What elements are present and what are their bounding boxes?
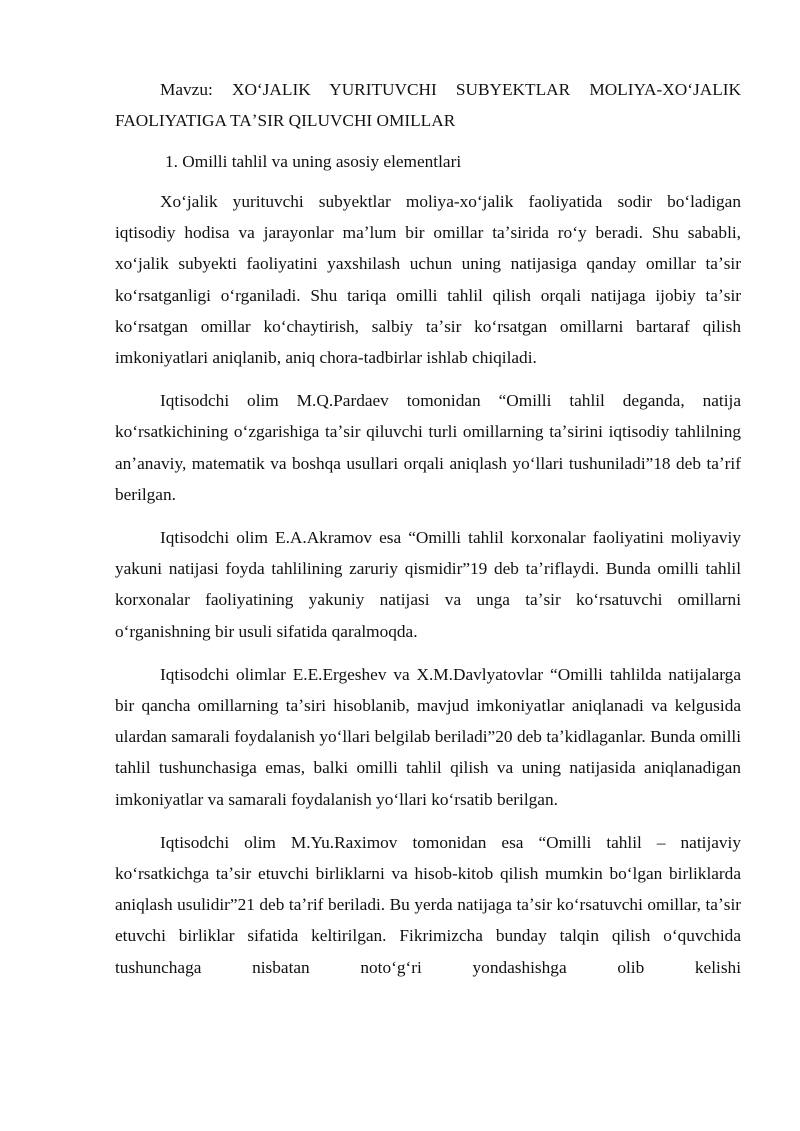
- document-body: [115, 74, 741, 983]
- section-heading: 1. Omilli tahlil va uning asosiy elementlari: [165, 152, 462, 171]
- document-title: Mavzu: XOʻJALIK YURITUVCHI SUBYEKTLAR MOLIYA-XOʻJALIK FAOLIYATIGA TAʼSIR QILUVCHI OMILLAR: [115, 80, 741, 130]
- paragraph-2: Iqtisodchi olim M.Q.Pardaev tomonidan “Omilli tahlil deganda, natija koʻrsatkichining oʻzgarishiga taʼsir qiluvchi turli omillarning taʼsirini iqtisodiy tahlilning anʼanaviy, matematik va boshqa usullari orqali aniqlash yoʻllari tushuniladi”18 deb taʼrif berilgan.: [115, 391, 741, 504]
- paragraph-5: Iqtisodchi olim M.Yu.Raximov tomonidan esa “Omilli tahlil – natijaviy koʻrsatkichga taʼsir etuvchi birliklarni va hisob-kitob qilish mumkin boʻlgan birliklarda aniqlash usulidir”21 deb taʼrif beriladi. Bu yerda natijaga taʼsir koʻrsatuvchi omillar, taʼsir etuvchi birliklar sifatida keltirilgan. Fikrimizcha bunday talqin qilish oʻquvchida tushunchaga nisbatan notoʻgʻri yondashishga olib kelishi: [115, 832, 741, 977]
- paragraph-3: Iqtisodchi olim E.A.Akramov esa “Omilli tahlil korxonalar faoliyatini moliyaviy yakuni natijasi foyda tahlilining zaruriy qismidir”19 deb taʼriflaydi. Bunda omilli tahlil korxonalar faoliyatining yakuniy natijasi va unga taʼsir koʻrsatuvchi omillarni oʻrganishning bir usuli sifatida qaralmoqda.: [115, 528, 741, 641]
- paragraph-1: Xoʻjalik yurituvchi subyektlar moliya-xoʻjalik faoliyatida sodir boʻladigan iqtisodiy hodisa va jarayonlar maʼlum bir omillar taʼsirida roʻy beradi. Shu sababli, xoʻjalik subyekti faoliyatini yaxshilash uchun uning natijasiga qanday omillar taʼsir koʻrsatganligi oʻrganiladi. Shu tariqa omilli tahlil qilish orqali natijaga ijobiy taʼsir koʻrsatgan omillar koʻchaytirish, salbiy taʼsir koʻrsatgan omillarni bartaraf qilish imkoniyatlari aniqlanib, aniq chora-tadbirlar ishlab chiqiladi.: [115, 192, 741, 368]
- paragraph-4: Iqtisodchi olimlar E.E.Ergeshev va X.M.Davlyatovlar “Omilli tahlilda natijalarga bir qancha omillarning taʼsiri hisoblanib, mavjud imkoniyatlar aniqlanadi va kelgusida ulardan samarali foydalanish yoʻllari belgilab beriladi”20 deb taʼkidlaganlar. Bunda omilli tahlil tushunchasiga emas, balki omilli tahlil qilish va uning natijasida aniqlanadigan imkoniyatlar va samarali foydalanish yoʻllari koʻrsatib berilgan.: [115, 664, 741, 809]
